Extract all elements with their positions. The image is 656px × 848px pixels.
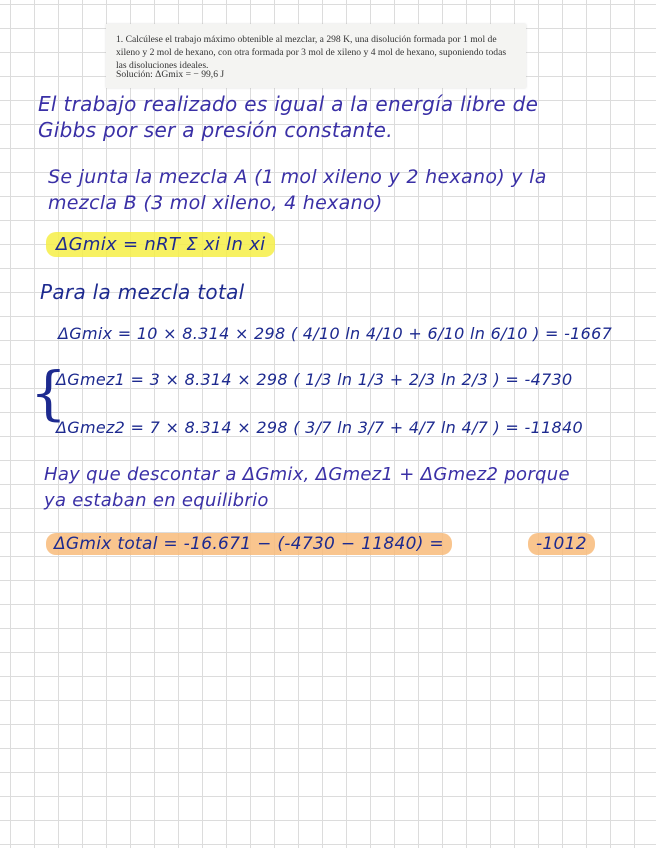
problem-solution: Solución: ΔGmix = − 99,6 J bbox=[116, 69, 225, 80]
note-line-6: Hay que descontar a ΔGmix, ΔGmez1 + ΔGmez2 porque bbox=[44, 464, 570, 485]
note-line-3: Se junta la mezcla A (1 mol xileno y 2 hexano) y la bbox=[48, 166, 547, 188]
note-line-5: Para la mezcla total bbox=[40, 280, 245, 304]
note-line-7: ya estaban en equilibrio bbox=[44, 490, 269, 511]
equation-mezcla-1: ΔGmez1 = 3 × 8.314 × 298 ( 1/3 ln 1/3 + 2/3 ln 2/3 ) = -4730 bbox=[56, 370, 573, 389]
final-equation bbox=[46, 533, 452, 555]
mixing-formula: ΔGmix = nRT Σ xi ln xi bbox=[46, 232, 275, 257]
equation-mezcla-2: ΔGmez2 = 7 × 8.314 × 298 ( 3/7 ln 3/7 + 4/7 ln 4/7 ) = -11840 bbox=[56, 418, 583, 437]
problem-statement: 1. Calcúlese el trabajo máximo obtenible al mezclar, a 298 K, una disolución formada por 1 mol de xileno y 2 mol de hexano, con otra formada por 3 mol de xileno y 4 mol de hexano, suponiendo todas las disoluciones ideales. bbox=[116, 34, 507, 71]
equation-total: ΔGmix = 10 × 8.314 × 298 ( 4/10 ln 4/10 + 6/10 ln 6/10 ) = -1667 bbox=[58, 324, 613, 343]
final-equation-lhs: ΔGmix total = -16.671 − (-4730 − 11840) = bbox=[54, 534, 444, 554]
problem-screenshot bbox=[106, 24, 526, 88]
final-result: -1012 bbox=[528, 533, 595, 555]
note-line-1: El trabajo realizado es igual a la energía libre de bbox=[38, 92, 539, 116]
note-line-4: mezcla B (3 mol xileno, 4 hexano) bbox=[48, 192, 383, 214]
brace-symbol: { bbox=[30, 359, 67, 427]
note-line-2: Gibbs por ser a presión constante. bbox=[38, 118, 393, 142]
